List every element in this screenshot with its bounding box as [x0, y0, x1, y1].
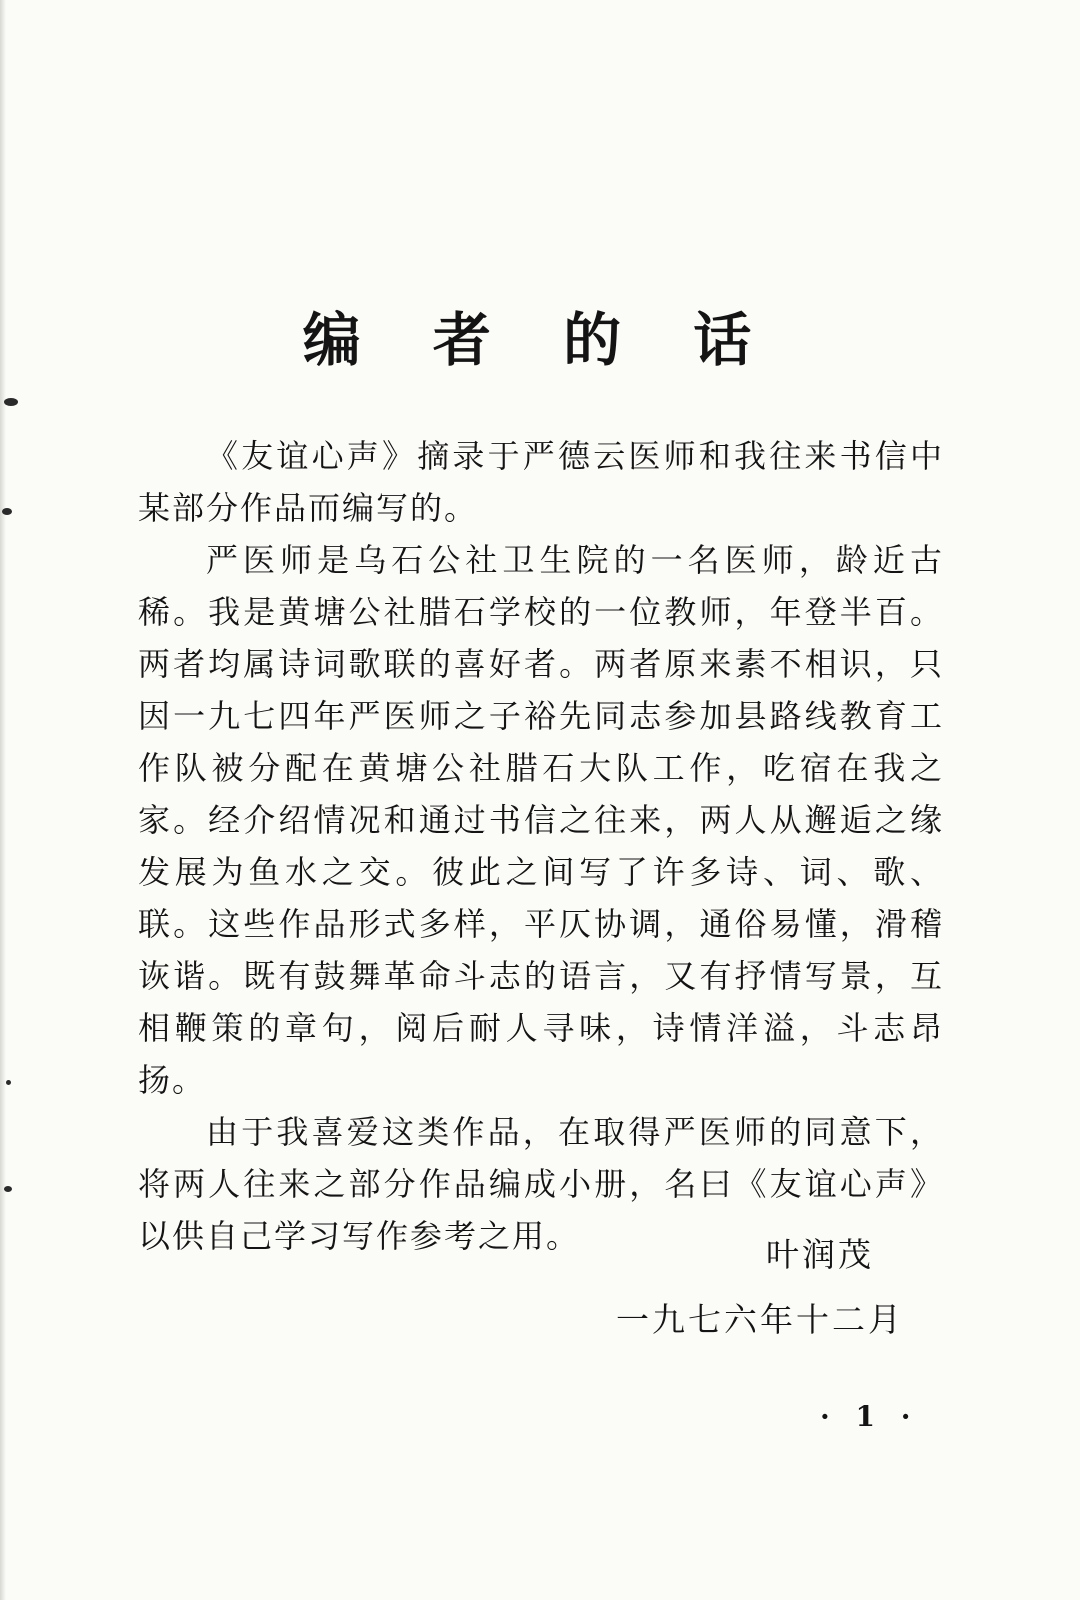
scan-speck	[2, 508, 12, 515]
signature-date: 一九七六年十二月	[616, 1300, 904, 1339]
paragraph-3: 由于我喜爱这类作品，在取得严医师的同意下，将两人往来之部分作品编成小册，名曰《友谊心声》以供自己学习写作参考之用。	[138, 1113, 944, 1255]
signature-name: 叶润茂	[766, 1235, 874, 1274]
scan-speck	[4, 1186, 12, 1192]
scan-speck	[4, 398, 18, 406]
scan-speck	[6, 1080, 11, 1085]
paragraph-2: 严医师是乌石公社卫生院的一名医师，龄近古稀。我是黄塘公社腊石学校的一位教师，年登半百。两者均属诗词歌联的喜好者。两者原来素不相识，只因一九七四年严医师之子裕先同志参加县路线教育工作队被分配在黄塘公社腊石大队工作，吃宿在我之家。经介绍情况和通过书信之往来，两人从邂逅之缘发展为鱼水之交。彼此之间写了许多诗、词、歌、联。这些作品形式多样，平仄协调，通俗易懂，滑稽诙谐。既有鼓舞革命斗志的语言，又有抒情写景，互相鞭策的章句，阅后耐人寻味，诗情洋溢，斗志昂扬。	[138, 541, 944, 1099]
page-number: · 1 ·	[820, 1400, 919, 1433]
page-title: 编 者 的 话	[302, 306, 778, 374]
scan-edge-shadow	[0, 0, 6, 1600]
paragraph-1: 《友谊心声》摘录于严德云医师和我往来书信中某部分作品而编写的。	[138, 437, 944, 527]
preface-body	[138, 430, 944, 1262]
